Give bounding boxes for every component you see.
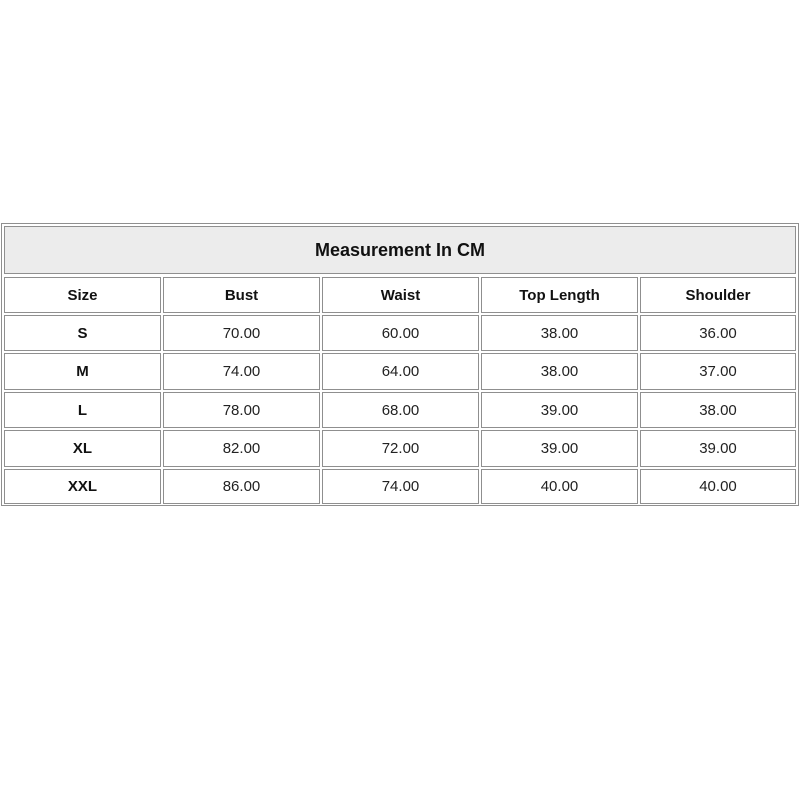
- top-length-cell: 39.00: [481, 392, 638, 428]
- top-length-cell: 39.00: [481, 430, 638, 467]
- table-title: Measurement In CM: [4, 226, 796, 274]
- waist-cell: 64.00: [322, 353, 479, 390]
- size-cell: M: [4, 353, 161, 390]
- waist-cell: 60.00: [322, 315, 479, 351]
- shoulder-cell: 40.00: [640, 469, 796, 504]
- waist-cell: 68.00: [322, 392, 479, 428]
- shoulder-cell: 38.00: [640, 392, 796, 428]
- header-bust: Bust: [163, 277, 320, 313]
- bust-cell: 78.00: [163, 392, 320, 428]
- size-cell: L: [4, 392, 161, 428]
- header-size: Size: [4, 277, 161, 313]
- top-length-cell: 38.00: [481, 353, 638, 390]
- size-chart-table: [1, 223, 799, 506]
- size-cell: XXL: [4, 469, 161, 504]
- bust-cell: 86.00: [163, 469, 320, 504]
- header-shoulder: Shoulder: [640, 277, 796, 313]
- shoulder-cell: 39.00: [640, 430, 796, 467]
- shoulder-cell: 36.00: [640, 315, 796, 351]
- shoulder-cell: 37.00: [640, 353, 796, 390]
- size-cell: S: [4, 315, 161, 351]
- header-top-length: Top Length: [481, 277, 638, 313]
- top-length-cell: 38.00: [481, 315, 638, 351]
- waist-cell: 74.00: [322, 469, 479, 504]
- top-length-cell: 40.00: [481, 469, 638, 504]
- size-cell: XL: [4, 430, 161, 467]
- bust-cell: 82.00: [163, 430, 320, 467]
- header-waist: Waist: [322, 277, 479, 313]
- waist-cell: 72.00: [322, 430, 479, 467]
- bust-cell: 70.00: [163, 315, 320, 351]
- bust-cell: 74.00: [163, 353, 320, 390]
